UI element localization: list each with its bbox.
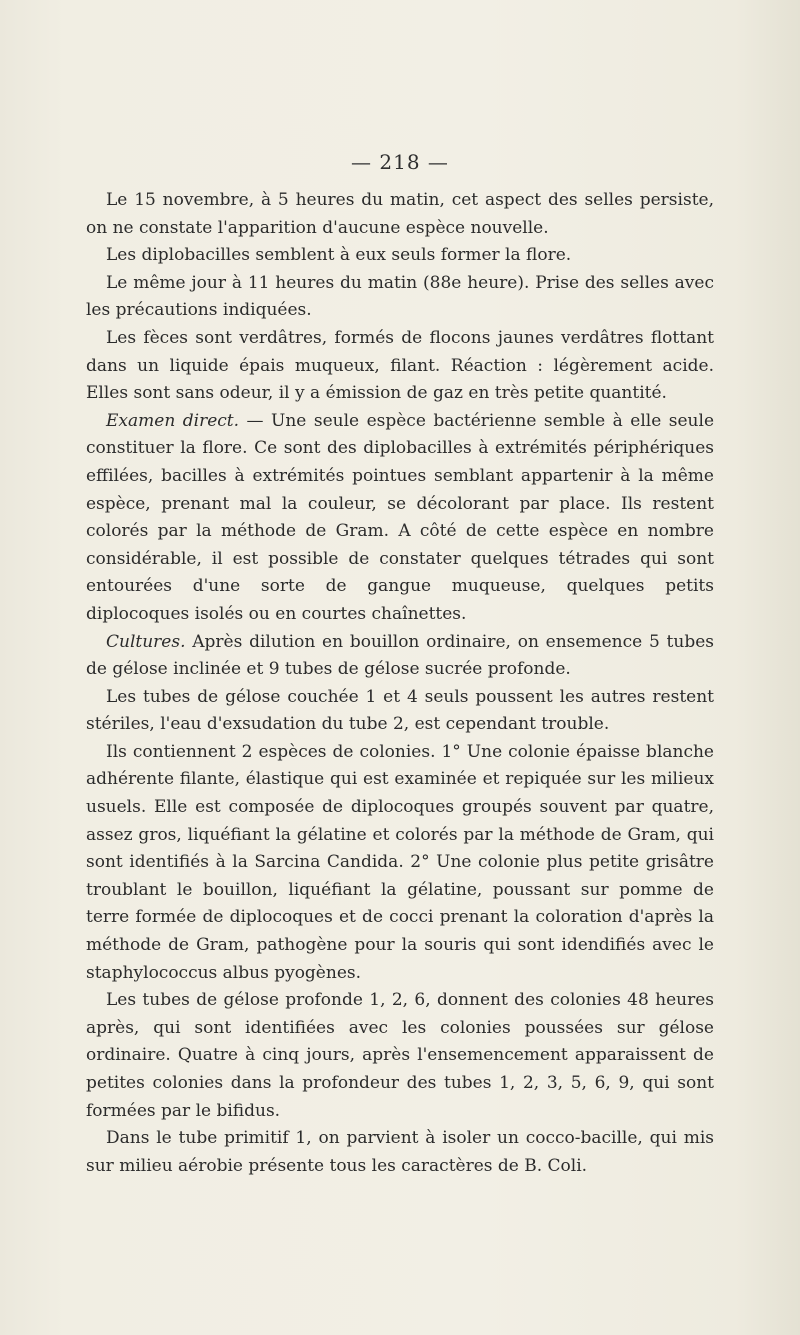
paragraph-text: Les tubes de gélose couchée 1 et 4 seuls poussent les autres restent stériles, l'eau d'exsudation du tube 2, est cependant trouble. — [86, 686, 714, 735]
paragraph-text: Dans le tube primitif 1, on parvient à isoler un cocco-bacille, qui mis sur milieu aérobie présente tous les caractères de B. Coli. — [86, 1128, 714, 1176]
paragraph-text: Les tubes de gélose profonde 1, 2, 6, donnent des colonies 48 heures après, qui sont identifiées avec les colonies poussées sur gélose ordinaire. Quatre à cinq jours, après l'ensemencement apparaissent de petites colonies dans la profondeur des tubes 1, 2, 3, 5, 6, 9, qui sont formées par le bifidus. — [86, 990, 714, 1121]
paragraph — [86, 629, 714, 684]
paragraph — [86, 684, 714, 739]
paragraph-text: Le 15 novembre, à 5 heures du matin, cet aspect des selles persiste, on ne constate l'apparition d'aucune espèce nouvelle. — [86, 190, 714, 238]
paragraph-text: Les fèces sont verdâtres, formés de flocons jaunes verdâtres flottant dans un liquide épais muqueux, filant. Réaction : légèrement acide. Elles sont sans odeur, il y a émission de gaz en très petite quantité. — [86, 327, 714, 404]
paragraph — [86, 325, 714, 408]
paragraph — [86, 408, 714, 629]
body-text — [86, 187, 714, 1180]
paragraph — [86, 270, 714, 325]
paragraph — [86, 187, 714, 242]
paragraph-text: Après dilution en bouillon ordinaire, on ensemence 5 tubes de gélose inclinée et 9 tubes de gélose sucrée profonde. — [86, 631, 714, 680]
paragraph — [86, 1125, 714, 1180]
paragraph-text: Ils contiennent 2 espèces de colonies. 1° Une colonie épaisse blanche adhérente filante, élastique qui est examinée et repiquée sur les milieux usuels. Elle est composée de diplocoques groupés souvent par quatre, assez gros, liquéfiant la gélatine et colorés par la méthode de Gram, qui sont identifiés à la Sarcina Candida. 2° Une colonie plus petite grisâtre troublant le bouillon, liquéfiant la gélatine, poussant sur pomme de terre formée de diplocoques et de cocci prenant la coloration d'après la méthode de Gram, pathogène pour la souris qui sont idendifiés avec le staphylococcus albus pyogènes. — [86, 741, 714, 983]
paragraph — [86, 739, 714, 987]
paragraph-heading: Cultures. — [106, 631, 186, 652]
paragraph-heading: Examen direct. — [106, 410, 240, 431]
paragraph — [86, 242, 714, 270]
page-number: — 218 — — [351, 150, 449, 174]
paragraph-text: Le même jour à 11 heures du matin (88e heure). Prise des selles avec les précautions indiquées. — [86, 272, 714, 321]
paragraph-text: — Une seule espèce bactérienne semble à elle seule constituer la flore. Ce sont des diplobacilles à extrémités périphériques effilées, bacilles à extrémités pointues semblant appartenir à la même espèce, prenant mal la couleur, se décolorant par place. Ils restent colorés par la méthode de Gram. A côté de cette espèce en nombre considérable, il est possible de constater quelques tétrades qui sont entourées d'une sorte de gangue muqueuse, quelques petits diplocoques isolés ou en courtes chaînettes. — [86, 410, 715, 624]
paragraph-text: Les diplobacilles semblent à eux seuls former la flore. — [106, 245, 572, 266]
paragraph — [86, 987, 714, 1125]
